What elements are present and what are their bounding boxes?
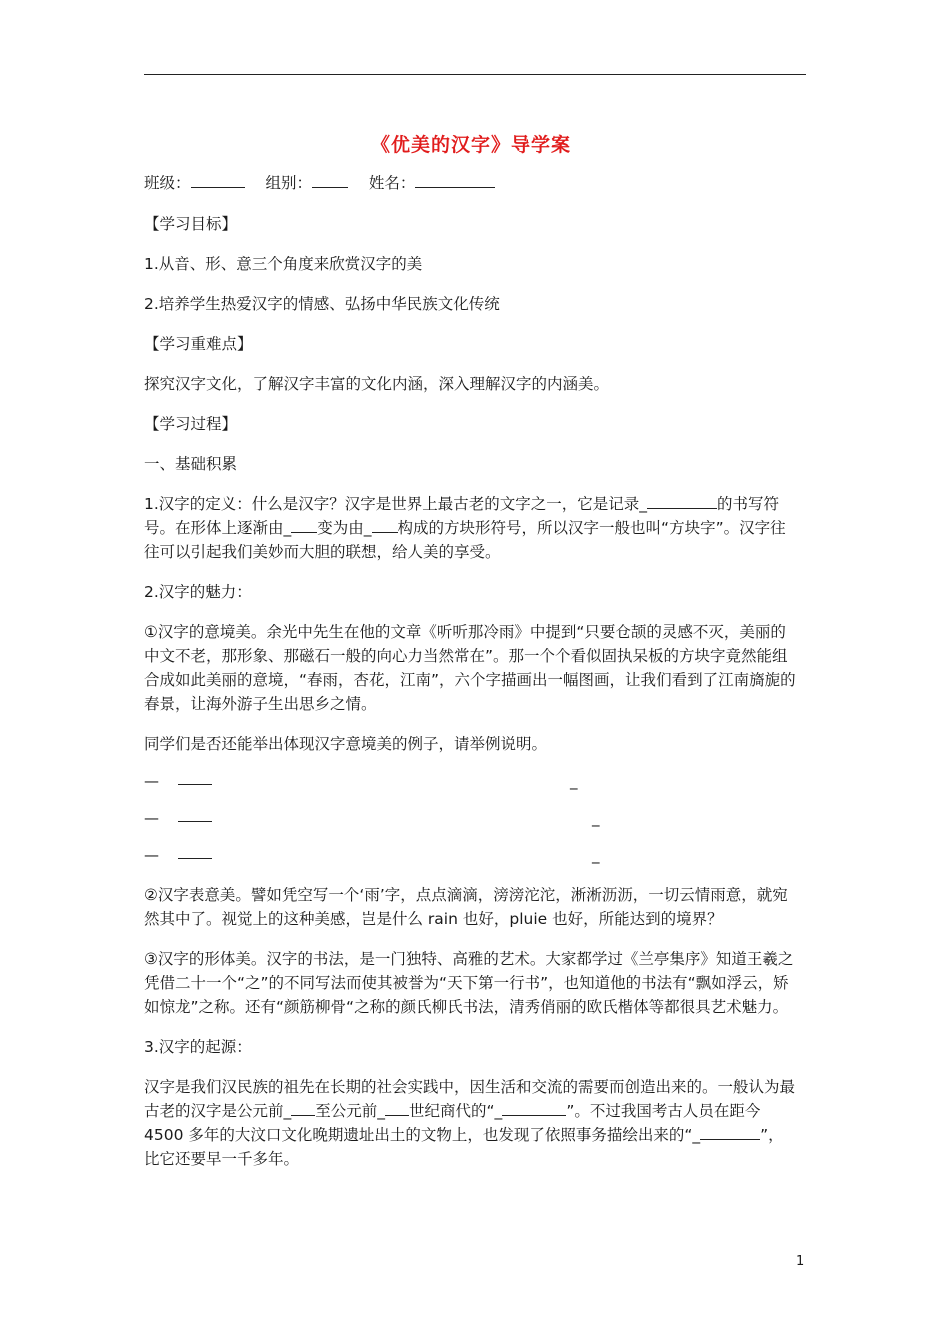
group-label: 组别： <box>265 174 312 192</box>
charm-header: 2.汉字的魅力： <box>144 583 252 601</box>
definition-blank-2[interactable] <box>291 517 317 533</box>
charm-imagery-paragraph: ①汉字的意境美。余光中先生在他的文章《听听那冷雨》中提到“只要仓颉的灵感不灭，美丽的中文不老，那形象、那磁石一般的向心力当然常在”。那一个个看似固执呆板的方块字竟然能组合成如此美丽的意境，“春雨，杏花，江南”，六个字描画出一幅图画，让我们看到了江南旖旎的春景，让海外游子生出思乡之情。 <box>144 623 796 713</box>
origin-blank-2[interactable] <box>385 1100 409 1116</box>
page-number: 1 <box>796 1254 805 1269</box>
page-title: 《优美的汉字》导学案 <box>370 134 571 156</box>
process-header: 【学习过程】 <box>144 415 238 433</box>
goals-header: 【学习目标】 <box>144 215 238 233</box>
student-info-row <box>144 171 798 195</box>
definition-blank-1[interactable] <box>647 493 717 509</box>
origin-blank-1[interactable] <box>291 1100 315 1116</box>
answer-line-2[interactable]: — _ <box>144 809 600 827</box>
goal-2: 2.培养学生热爱汉字的情感、弘扬中华民族文化传统 <box>144 295 500 313</box>
class-blank[interactable] <box>191 171 245 188</box>
origin-paragraph: 汉字是我们汉民族的祖先在长期的社会实践中，因生活和交流的需要而创造出来的。一般认为最古老的汉字是公元前_ 至公元前_ 世纪商代的“_ ”。不过我国考古人员在距今 4500 多年的大汶口文化晚期遗址出土的文物上，也发现了依照事务描绘出来的“_ ”，比它还要早一千多年。 <box>144 1078 796 1168</box>
definition-blank-3[interactable] <box>372 517 398 533</box>
origin-header: 3.汉字的起源： <box>144 1038 252 1056</box>
answer-line-3[interactable]: — _ <box>144 846 600 864</box>
charm-meaning-paragraph: ②汉字表意美。譬如凭空写一个‘雨’字，点点滴滴，滂滂沱沱，淅淅沥沥，一切云情雨意，就宛然其中了。视觉上的这种美感，岂是什么 rain 也好，pluie 也好，所能达到的境界？ <box>144 886 788 928</box>
goal-1: 1.从音、形、意三个角度来欣赏汉字的美 <box>144 255 423 273</box>
charm-imagery-question: 同学们是否还能举出体现汉字意境美的例子，请举例说明。 <box>144 735 548 753</box>
name-blank[interactable] <box>415 171 495 188</box>
class-label: 班级： <box>144 174 191 192</box>
group-blank[interactable] <box>312 171 348 188</box>
origin-blank-3[interactable] <box>502 1100 566 1116</box>
definition-paragraph: 1.汉字的定义：什么是汉字？汉字是世界上最古老的文字之一，它是记录_ 的书写符号。在形体上逐渐由_ 变为由_ 构成的方块形符号，所以汉字一般也叫“方块字”。汉字往往可以引起我们美妙而大胆的联想，给人美的享受。 <box>144 495 786 561</box>
key-points-header: 【学习重难点】 <box>144 335 253 353</box>
header-rule <box>144 74 806 75</box>
key-points-text: 探究汉字文化，了解汉字丰富的文化内涵，深入理解汉字的内涵美。 <box>144 375 610 393</box>
document-body <box>144 130 798 1187</box>
charm-form-paragraph: ③汉字的形体美。汉字的书法，是一门独特、高雅的艺术。大家都学过《兰亭集序》知道王羲之凭借二十一个“之”的不同写法而使其被誉为“天下第一行书”，也知道他的书法有“飘如浮云，矫如惊龙”之称。还有“颜筋柳骨“之称的颜氏柳氏书法，清秀俏丽的欧氏楷体等都很具艺术魅力。 <box>144 950 794 1016</box>
name-label: 姓名： <box>368 174 416 192</box>
origin-blank-4[interactable] <box>700 1124 760 1140</box>
part1-header: 一、基础积累 <box>144 455 238 473</box>
answer-line-1[interactable]: — _ <box>144 772 578 790</box>
